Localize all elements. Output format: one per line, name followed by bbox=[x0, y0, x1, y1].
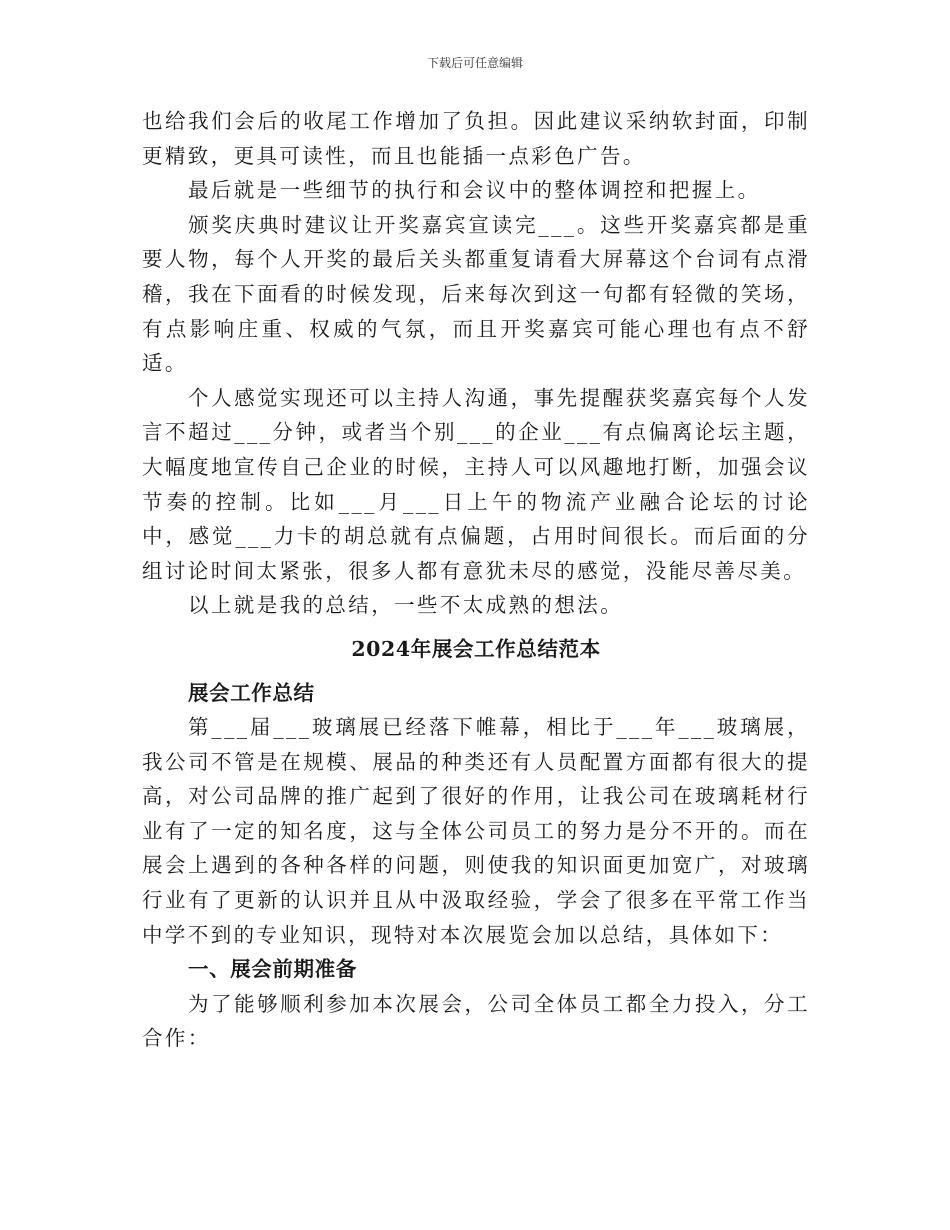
paragraph-exhibition-intro: 第___届___玻璃展已经落下帷幕，相比于___年___玻璃展，我公司不管是在规模、展品的种类还有人员配置方面都有很大的提高，对公司品牌的推广起到了很好的作用，让我公司在玻璃耗材行业有了一定的知名度，这与全体公司员工的努力是分不开的。而在展会上遇到的各种各样的问题，则使我的知识面更加宽广，对玻璃行业有了更新的认识并且从中汲取经验，学会了很多在平常工作当中学不到的专业知识，现特对本次展览会加以总结，具体如下： bbox=[142, 715, 810, 947]
section-heading: 展会工作总结 bbox=[188, 680, 315, 705]
document-body bbox=[142, 104, 810, 1056]
paragraph-continued: 也给我们会后的收尾工作增加了负担。因此建议采纳软封面，印制更精致，更具可读性，而且也能插一点彩色广告。 bbox=[142, 109, 810, 168]
paragraph-award-ceremony: 颁奖庆典时建议让开奖嘉宾宣读完___。这些开奖嘉宾都是重要人物，每个人开奖的最后关头都重复请看大屏幕这个台词有点滑稽，我在下面看的时候发现，后来每次到这一句都有轻微的笑场，有点影响庄重、权威的气氛，而且开奖嘉宾可能心理也有点不舒适。 bbox=[142, 212, 810, 376]
paragraph-preparation: 为了能够顺利参加本次展会，公司全体员工都全力投入，分工合作： bbox=[142, 991, 810, 1051]
paragraph-host-suggestion: 个人感觉实现还可以主持人沟通，事先提醒获奖嘉宾每个人发言不超过___分钟，或者当个别___的企业___有点偏离论坛主题，大幅度地宣传自己企业的时候，主持人可以风趣地打断，加强会议节奏的控制。比如___月___日上午的物流产业融合论坛的讨论中，感觉___力卡的胡总就有点偏题，占用时间很长。而后面的分组讨论时间太紧张，很多人都有意犹未尽的感觉，没能尽善尽美。 bbox=[142, 385, 810, 583]
document-title: 2024年展会工作总结范本 bbox=[351, 636, 601, 661]
page-header-note: 下载后可任意编辑 bbox=[426, 56, 523, 70]
subheading-preparation: 一、展会前期准备 bbox=[188, 957, 357, 982]
paragraph-details: 最后就是一些细节的执行和会议中的整体调控和把握上。 bbox=[188, 178, 761, 203]
paragraph-conclusion: 以上就是我的总结，一些不太成熟的想法。 bbox=[188, 593, 624, 618]
